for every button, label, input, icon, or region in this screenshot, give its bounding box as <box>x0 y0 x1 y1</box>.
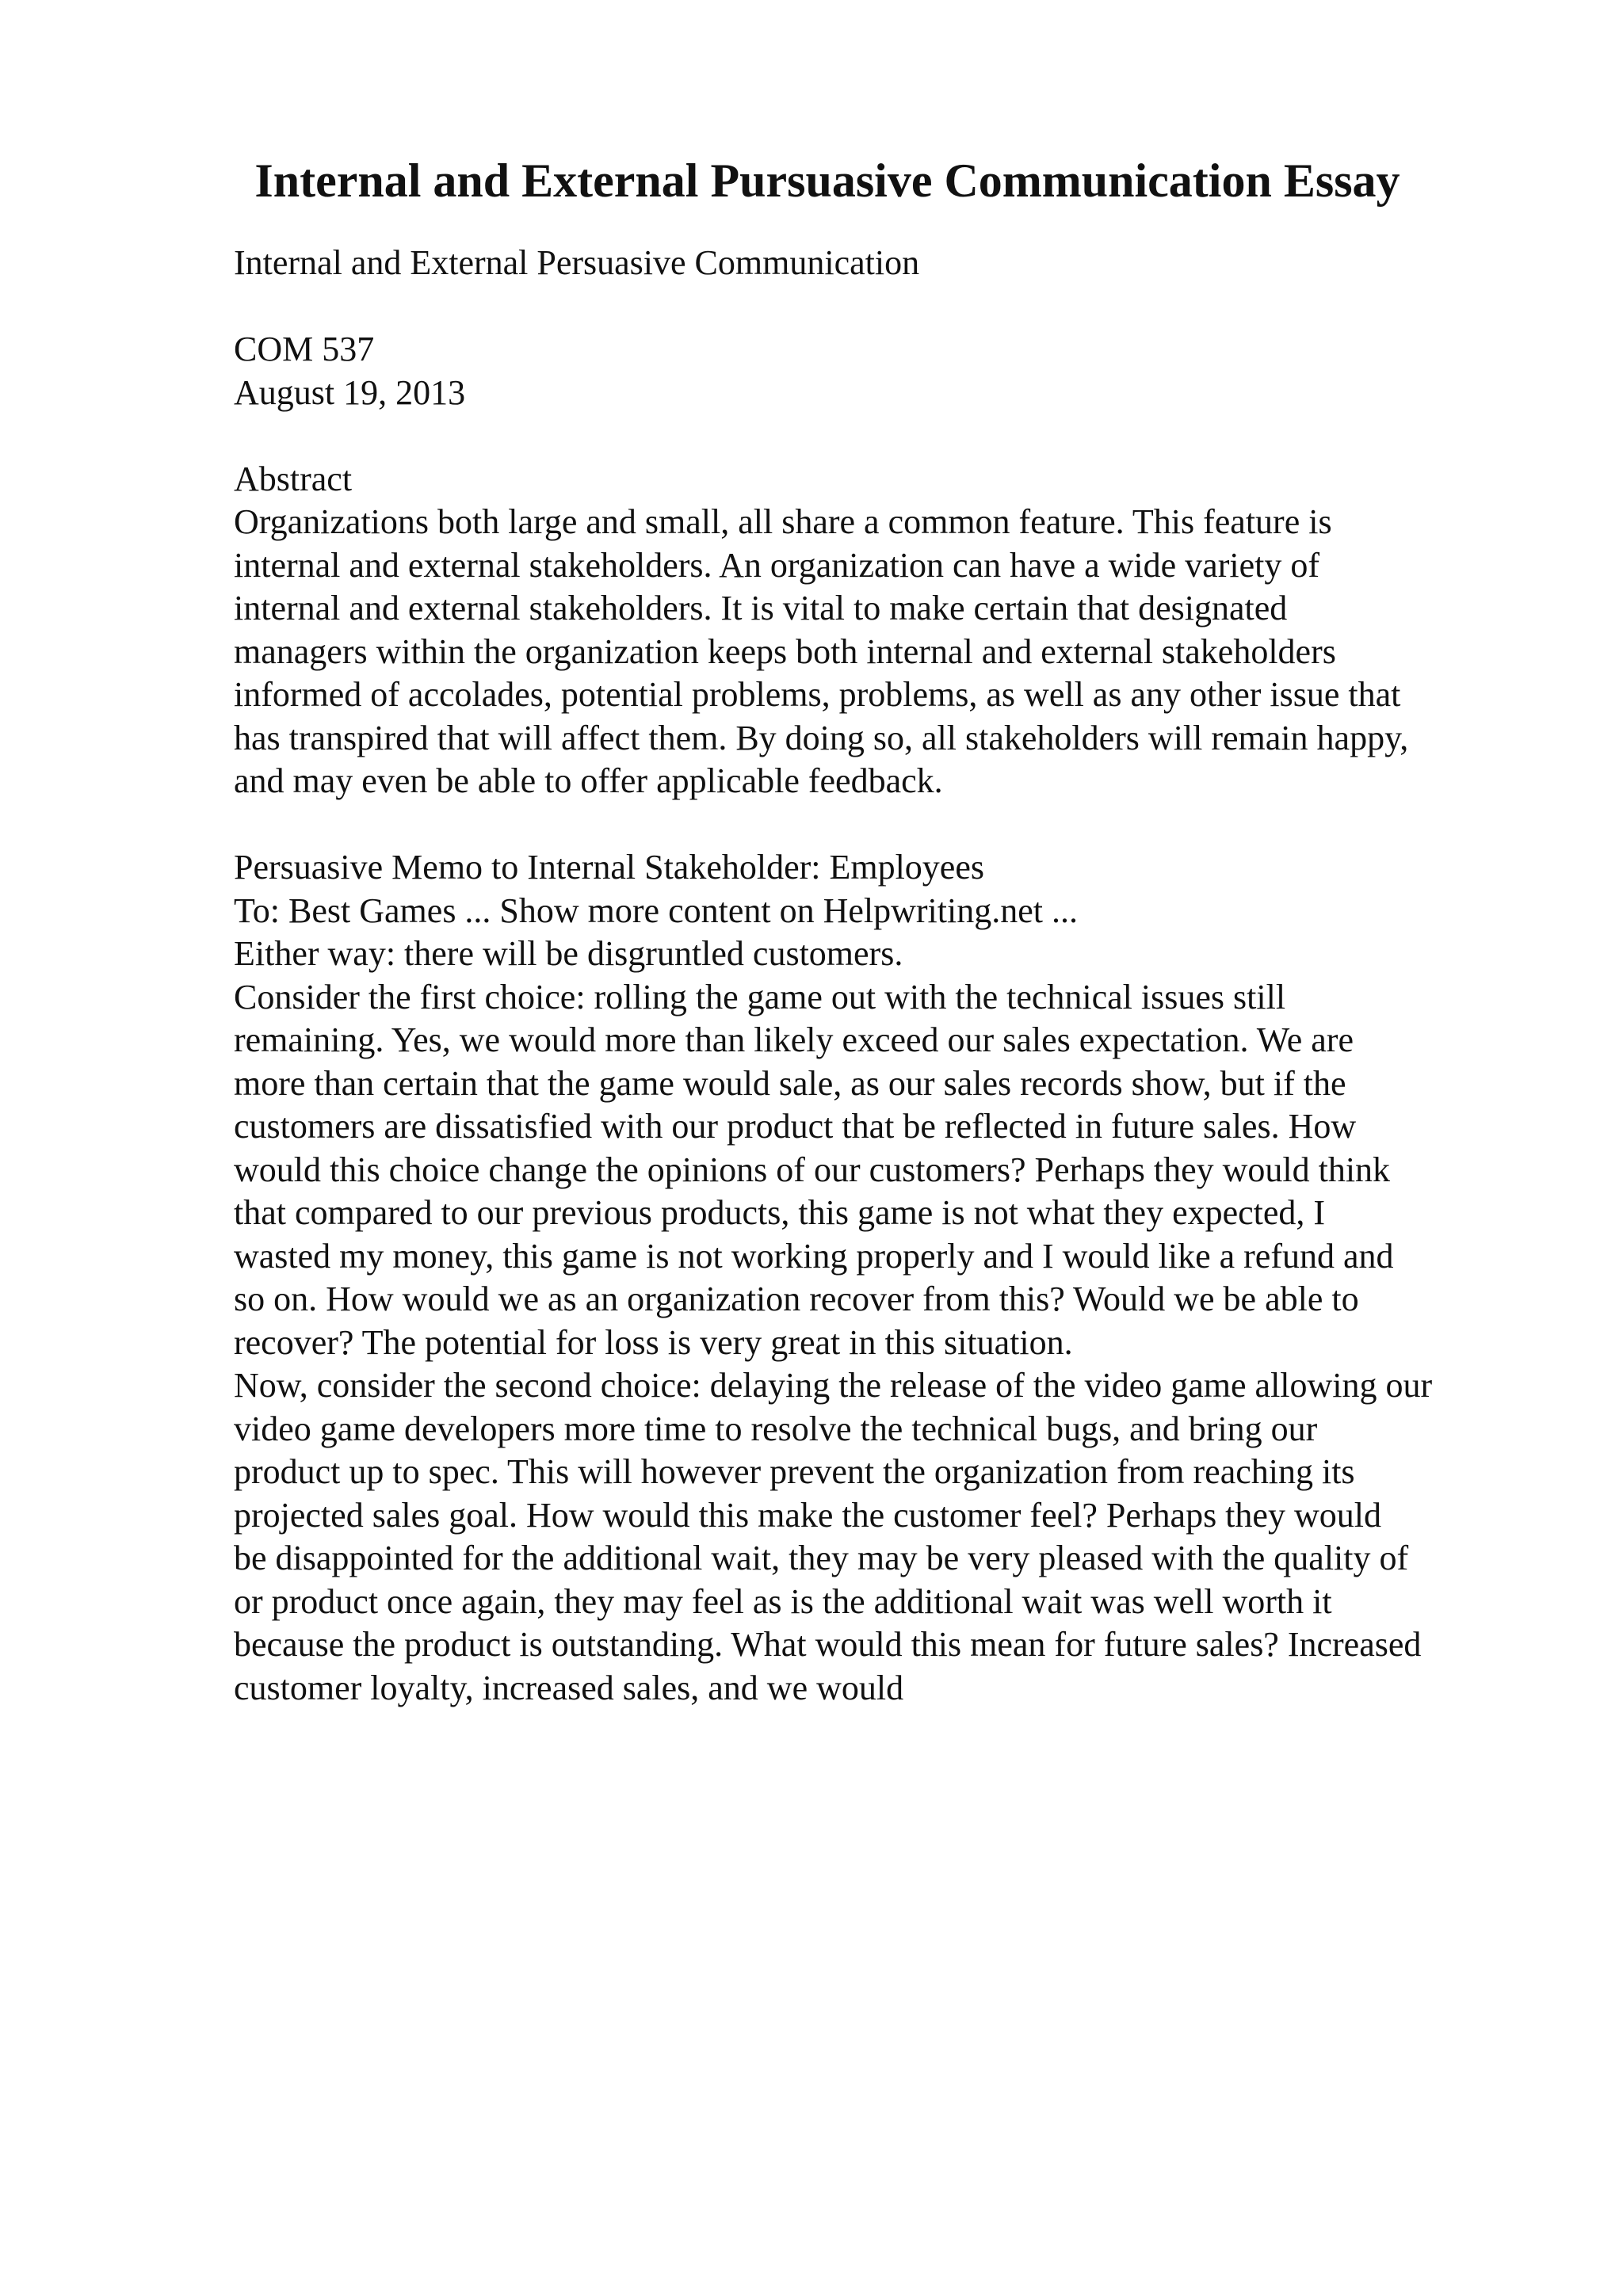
document-date: August 19, 2013 <box>234 372 466 412</box>
first-choice-line: customers are dissatisfied with our product that be reflected in future sales. How <box>234 1107 1357 1146</box>
course-code: COM 537 <box>234 330 375 368</box>
memo-heading: Persuasive Memo to Internal Stakeholder: Employees <box>234 848 984 887</box>
either-way-sentence: Either way: there will be disgruntled customers. <box>234 934 903 973</box>
second-choice-line: be disappointed for the additional wait, they may be very pleased with the quality of <box>234 1539 1409 1577</box>
paragraph-gap <box>234 803 1533 847</box>
abstract-line: managers within the organization keeps both internal and external stakeholders <box>234 631 1336 671</box>
document-body <box>234 242 1533 1710</box>
abstract-line: has transpired that will affect them. By doing so, all stakeholders will remain happy, <box>234 718 1409 757</box>
second-choice-line: or product once again, they may feel as is the additional wait was well worth it <box>234 1581 1332 1621</box>
first-choice-line: recover? The potential for loss is very great in this situation. <box>234 1322 1073 1362</box>
first-choice-paragraph <box>234 976 1533 1365</box>
first-choice-line: wasted my money, this game is not working properly and I would like a refund and <box>234 1236 1394 1276</box>
paragraph-gap <box>234 285 1533 329</box>
first-choice-line: that compared to our previous products, this game is not what they expected, I <box>234 1193 1326 1232</box>
abstract-heading: Abstract <box>234 459 353 498</box>
document-title: Internal and External Pursuasive Communication Essay <box>254 154 1400 207</box>
second-choice-line: video game developers more time to resolve the technical bugs, and bring our <box>234 1409 1318 1448</box>
second-choice-paragraph <box>234 1364 1533 1710</box>
abstract-paragraph <box>234 501 1533 803</box>
abstract-line: internal and external stakeholders. It is vital to make certain that designated <box>234 589 1288 627</box>
second-choice-line: because the product is outstanding. What would this mean for future sales? Increased <box>234 1625 1422 1664</box>
first-choice-line: more than certain that the game would sale, as our sales records show, but if the <box>234 1063 1346 1103</box>
abstract-line: Organizations both large and small, all share a common feature. This feature is <box>234 502 1332 541</box>
abstract-line: informed of accolades, potential problems, problems, as well as any other issue that <box>234 675 1401 714</box>
document-subtitle: Internal and External Persuasive Communication <box>234 243 920 282</box>
first-choice-line: remaining. Yes, we would more than likely exceed our sales expectation. We are <box>234 1020 1354 1059</box>
memo-recipient: To: Best Games ... Show more content on Helpwriting.net ... <box>234 891 1078 930</box>
first-choice-line: would this choice change the opinions of our customers? Perhaps they would think <box>234 1150 1391 1189</box>
second-choice-line: Now, consider the second choice: delaying the release of the video game allowing our <box>234 1366 1433 1405</box>
abstract-line: and may even be able to offer applicable feedback. <box>234 761 943 800</box>
second-choice-line: customer loyalty, increased sales, and we would <box>234 1668 904 1707</box>
paragraph-gap <box>234 414 1533 458</box>
first-choice-line: so on. How would we as an organization recover from this? Would we be able to <box>234 1280 1359 1318</box>
second-choice-line: product up to spec. This will however prevent the organization from reaching its <box>234 1452 1355 1491</box>
first-choice-line: Consider the first choice: rolling the game out with the technical issues still <box>234 977 1286 1016</box>
second-choice-line: projected sales goal. How would this make the customer feel? Perhaps they would <box>234 1495 1381 1535</box>
abstract-line: internal and external stakeholders. An organization can have a wide variety of <box>234 545 1319 585</box>
